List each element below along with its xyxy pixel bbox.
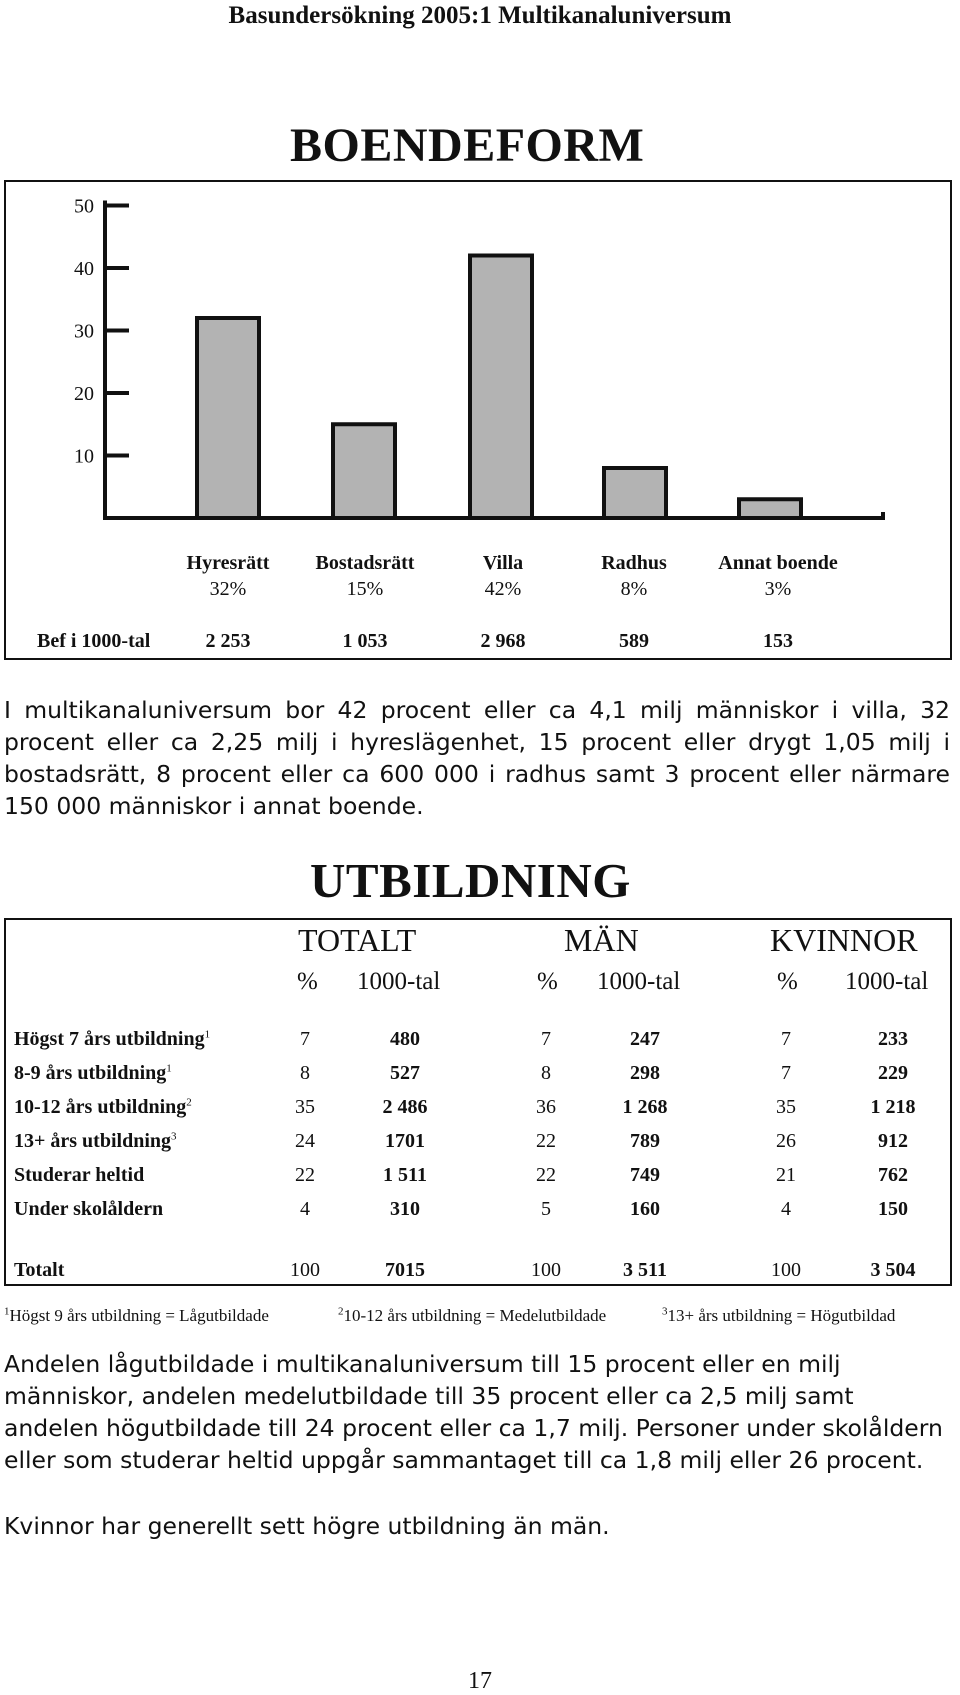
percent-cell: 7 [541,1028,551,1050]
percent-cell-total: 100 [531,1259,561,1281]
category-name: Radhus [601,552,667,574]
bar-radhus [604,468,666,518]
category-radhus [559,550,709,602]
percent-cell: 4 [781,1198,791,1220]
category-name: Villa [482,552,524,574]
category-name: Bostadsrätt [315,552,415,574]
percent-cell: 26 [776,1130,796,1152]
thousands-cell: 233 [878,1028,908,1050]
percent-cell: 24 [295,1130,315,1152]
percent-cell: 36 [536,1096,556,1118]
footnote-marker: 2 [186,1096,192,1109]
category-name: Annat boende [718,552,838,574]
category-percent: 32% [209,578,247,600]
percent-cell: 22 [536,1164,556,1186]
category-bostadsratt [290,550,440,602]
row-label: 13+ års utbildning$^3$ [14,1130,177,1152]
percent-cell: 7 [781,1028,791,1050]
thousands-cell: 749 [630,1164,660,1186]
percent-cell: 35 [295,1096,315,1118]
category-percent: 15% [346,578,384,600]
thousands-cell: 480 [390,1028,420,1050]
page-header: Basundersökning 2005:1 Multikanaluniversum [228,2,732,29]
percent-cell: 5 [541,1198,551,1220]
row-label: Under skolåldern [14,1198,164,1220]
subheader-1000-tal: 1000-tal [597,968,681,995]
thousands-cell: 310 [390,1198,420,1220]
row-label: 10-12 års utbildning$^2$ [14,1096,192,1118]
percent-cell-total: 100 [771,1259,801,1281]
thousands-cell-total: 3 504 [870,1259,916,1281]
thousands-cell: 150 [878,1198,908,1220]
thousands-cell: 247 [630,1028,660,1050]
subheader-percent: % [777,968,798,995]
percent-cell: 21 [776,1164,796,1186]
bar-villa [470,256,532,519]
percent-cell: 8 [541,1062,551,1084]
thousands-cell: 1 511 [383,1164,427,1186]
thousands-cell-total: 7015 [385,1259,425,1281]
utbildning-title: UTBILDNING [310,853,631,908]
thousands-cell: 1 268 [622,1096,668,1118]
thousands-cell: 762 [878,1164,908,1186]
bar-bostadsratt [333,424,395,518]
y-tick-label: 50 [74,195,94,218]
footnote-3: $^3$13+ års utbildning = Högutbildad [662,1305,896,1325]
utbildning-paragraph-1: Andelen lågutbildade i multikanaluniversum till 15 procent eller en milj människor, andelen medelutbildade till 35 procent eller ca 2,5 milj samt andelen högutbildade till 24 procent eller ca 1,7 milj. Personer under skolåldern eller som studerar heltid uppgår sammantaget till ca 1,8 milj eller 26 procent. [4,1350,943,1474]
footnote-1: $^1$Högst 9 års utbildning = Lågutbildade [4,1305,269,1325]
page-number: 17 [468,1668,492,1694]
thousands-cell: 2 486 [382,1096,428,1118]
category-percent: 42% [484,578,522,600]
bar-hyresratt [197,318,259,518]
thousands-cell: 229 [878,1062,908,1084]
footnote-marker: 1 [166,1062,172,1075]
row-label: 8-9 års utbildning$^1$ [14,1062,172,1084]
percent-cell: 4 [300,1198,310,1220]
y-tick-label: 40 [74,258,94,280]
thousands-cell: 1 218 [870,1096,916,1118]
category-villa [428,550,578,602]
thousands-cell: 160 [630,1198,660,1220]
row-label: Studerar heltid [14,1164,145,1186]
subheader-percent: % [537,968,558,995]
category-hyresratt [153,550,303,602]
percent-cell: 7 [781,1062,791,1084]
percent-cell: 35 [776,1096,796,1118]
group-header-man: MÄN [564,922,639,958]
percent-cell: 22 [295,1164,315,1186]
bef-value-villa: 2 968 [480,630,526,652]
y-tick-label: 20 [74,383,94,405]
category-name: Hyresrätt [186,552,270,574]
bef-value-annat-boende: 153 [763,630,793,652]
y-tick-label: 10 [74,445,94,468]
bef-value-hyresratt: 2 253 [205,630,251,652]
footnote-marker: 3 [171,1130,177,1143]
subheader-1000-tal: 1000-tal [845,968,929,995]
category-annat-boende [698,550,858,602]
footnote-2: $^2$10-12 års utbildning = Medelutbildade [338,1305,607,1325]
boendeform-title: BOENDEFORM [290,119,645,172]
percent-cell: 8 [300,1062,310,1084]
subheader-percent: % [297,968,318,995]
bef-value-radhus: 589 [619,630,649,652]
bef-value-bostadsratt: 1 053 [342,630,388,652]
row-label: Högst 7 års utbildning$^1$ [14,1028,211,1050]
thousands-cell: 912 [878,1130,908,1152]
percent-cell-total: 100 [290,1259,320,1281]
thousands-cell: 298 [630,1062,660,1084]
group-header-totalt: TOTALT [298,922,417,958]
bar-annat-boende [739,499,801,518]
utbildning-paragraph-2: Kvinnor har generellt sett högre utbildning än män. [4,1512,610,1540]
category-percent: 3% [764,578,792,600]
group-header-kvinnor: KVINNOR [770,922,918,958]
y-tick-label: 30 [74,320,94,343]
subheader-1000-tal: 1000-tal [357,968,441,995]
thousands-cell-total: 3 511 [623,1259,667,1281]
percent-cell: 7 [300,1028,310,1050]
bef-label: Bef i 1000-tal [37,630,151,652]
thousands-cell: 1701 [385,1130,425,1152]
category-percent: 8% [620,578,648,600]
thousands-cell: 527 [390,1062,420,1084]
footnote-marker: 1 [204,1028,211,1041]
boendeform-paragraph: I multikanaluniversum bor 42 procent eller ca 4,1 milj människor i villa, 32 procent eller ca 2,25 milj i hyreslägenhet, 15 procent eller drygt 1,05 milj i bostadsrätt, 8 procent eller ca 600 000 i radhus samt 3 procent eller närmare 150 000 människor i annat boende. [4,696,950,820]
row-label: Totalt [14,1259,65,1281]
percent-cell: 22 [536,1130,556,1152]
thousands-cell: 789 [630,1130,660,1152]
